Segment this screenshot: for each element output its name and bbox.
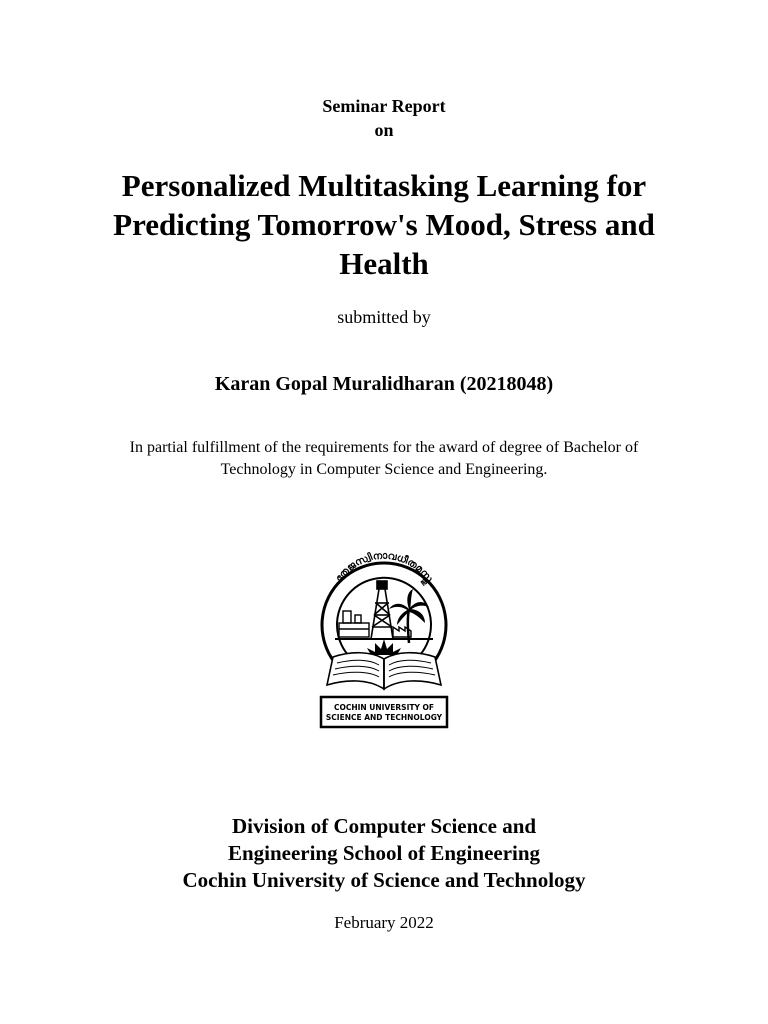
institution-line-1: Division of Computer Science and bbox=[231, 814, 537, 838]
emblem-label-line-2: SCIENCE AND TECHNOLOGY bbox=[325, 713, 443, 722]
fulfillment-line-1: In partial fulfillment of the requirements for the award of degree of Bachelor of bbox=[129, 439, 639, 456]
emblem-sun-icon bbox=[367, 639, 401, 655]
author-name: Karan Gopal Muralidharan (20218048) bbox=[214, 373, 554, 395]
institution-line-2: Engineering School of Engineering bbox=[227, 841, 541, 865]
university-emblem-logo bbox=[313, 551, 455, 731]
submission-date: February 2022 bbox=[334, 913, 434, 932]
fulfillment-statement bbox=[94, 437, 674, 481]
institution-line-3: Cochin University of Science and Technology bbox=[182, 868, 586, 892]
report-title-line-3: Health bbox=[339, 246, 429, 281]
emblem-open-book-icon bbox=[327, 653, 441, 689]
report-type-label: Seminar Report bbox=[322, 96, 446, 116]
institution-block bbox=[0, 813, 768, 894]
submitted-by-label: submitted by bbox=[337, 307, 431, 327]
report-title-line-2: Predicting Tomorrow's Mood, Stress and bbox=[113, 207, 655, 242]
emblem-tower-icon bbox=[371, 581, 393, 639]
report-title-line-1: Personalized Multitasking Learning for bbox=[121, 168, 647, 203]
report-type-heading bbox=[0, 94, 768, 142]
report-title bbox=[60, 166, 708, 283]
emblem-motto-text: തേജസ്വിനാവധീതമസ്തു bbox=[333, 551, 435, 585]
report-on-label: on bbox=[374, 120, 394, 140]
fulfillment-line-2: Technology in Computer Science and Engineering. bbox=[220, 461, 548, 478]
emblem-label-line-1: COCHIN UNIVERSITY OF bbox=[333, 703, 435, 712]
emblem-label-box bbox=[321, 697, 447, 727]
